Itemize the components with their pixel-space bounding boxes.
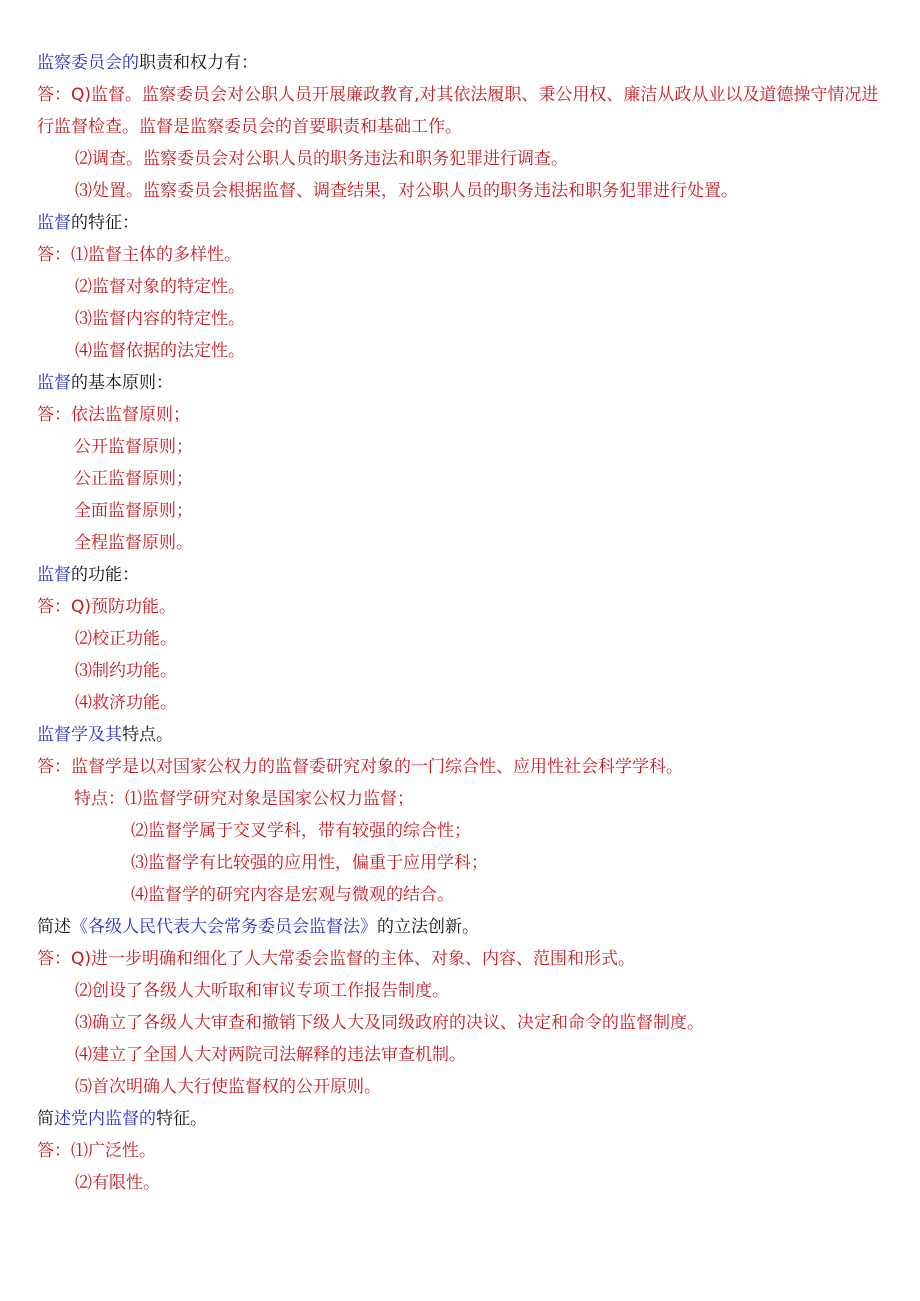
text-line <box>37 879 880 911</box>
text-segment: ⑷救济功能。 <box>75 693 177 713</box>
text-segment: 答：Q)监督。监察委员会对公职人员开展廉政教育,对其依法履职、秉公用权、廉洁从政从业以及道德操守情况进 <box>37 85 879 105</box>
text-segment: ⑶确立了各级人大审查和撤销下级人大及同级政府的决议、决定和命令的监督制度。 <box>75 1013 704 1033</box>
text-segment: 的基本原则： <box>71 373 173 393</box>
text-line <box>37 463 880 495</box>
text-segment: 简 <box>37 1109 54 1129</box>
text-segment: 全面监督原则； <box>74 501 193 521</box>
text-line <box>37 719 880 751</box>
text-segment: 答：监督学是以对国家公权力的监督委研究对象的一门综合性、应用性社会科学学科。 <box>37 757 683 777</box>
text-segment: 答：Q)预防功能。 <box>37 597 177 617</box>
text-segment: ⑵有限性。 <box>75 1173 160 1193</box>
text-line <box>37 143 880 175</box>
text-segment: 述党内监督的 <box>54 1109 156 1129</box>
text-line <box>37 943 880 975</box>
text-segment: 监察委员会的 <box>37 53 139 73</box>
text-segment: 简述 <box>37 917 71 937</box>
text-segment: ⑵调查。监察委员会对公职人员的职务违法和职务犯罪进行调查。 <box>75 149 568 169</box>
text-segment: ⑶监督内容的特定性。 <box>75 309 245 329</box>
text-segment: 的立法创新。 <box>377 917 479 937</box>
text-segment: 《各级人民代表大会常务委员会监督法》 <box>71 917 377 937</box>
text-segment: ⑵监督对象的特定性。 <box>75 277 245 297</box>
text-line <box>37 975 880 1007</box>
text-line <box>37 591 880 623</box>
text-line <box>37 303 880 335</box>
text-line <box>37 559 880 591</box>
text-line <box>37 623 880 655</box>
text-line <box>37 399 880 431</box>
text-line <box>37 751 880 783</box>
text-segment: 监督 <box>37 373 71 393</box>
text-segment: 监督 <box>37 565 71 585</box>
text-line <box>37 655 880 687</box>
text-line <box>37 687 880 719</box>
text-segment: ⑷监督学的研究内容是宏观与微观的结合。 <box>131 885 454 905</box>
text-segment: 答：Q)进一步明确和细化了人大常委会监督的主体、对象、内容、范围和形式。 <box>37 949 636 969</box>
text-line <box>37 111 880 143</box>
text-line <box>37 1167 880 1199</box>
text-segment: 监督学及其 <box>37 725 122 745</box>
text-segment: ⑵校正功能。 <box>75 629 177 649</box>
text-segment: 职责和权力有： <box>139 53 258 73</box>
text-segment: 特点。 <box>122 725 173 745</box>
text-line <box>37 335 880 367</box>
text-segment: ⑷建立了全国人大对两院司法解释的违法审查机制。 <box>75 1045 466 1065</box>
text-segment: ⑶监督学有比较强的应用性，偏重于应用学科； <box>131 853 488 873</box>
text-segment: 全程监督原则。 <box>74 533 193 553</box>
text-segment: 答：⑴监督主体的多样性。 <box>37 245 241 265</box>
text-line <box>37 239 880 271</box>
text-segment: 的特征： <box>71 213 139 233</box>
text-segment: 答：⑴广泛性。 <box>37 1141 156 1161</box>
text-line <box>37 783 880 815</box>
text-line <box>37 1039 880 1071</box>
text-segment: 公正监督原则； <box>74 469 193 489</box>
text-line <box>37 271 880 303</box>
text-segment: ⑵创设了各级人大听取和审议专项工作报告制度。 <box>75 981 449 1001</box>
text-line <box>37 207 880 239</box>
text-line <box>37 431 880 463</box>
text-segment: 监督 <box>37 213 71 233</box>
text-line <box>37 1007 880 1039</box>
text-segment: 特征。 <box>156 1109 207 1129</box>
text-line <box>37 815 880 847</box>
text-line <box>37 527 880 559</box>
text-segment: ⑸首次明确人大行使监督权的公开原则。 <box>75 1077 381 1097</box>
text-line <box>37 47 880 79</box>
text-line <box>37 1103 880 1135</box>
text-line <box>37 911 880 943</box>
text-line <box>37 1071 880 1103</box>
text-segment: ⑵监督学属于交叉学科，带有较强的综合性； <box>131 821 471 841</box>
text-segment: ⑶处置。监察委员会根据监督、调查结果，对公职人员的职务违法和职务犯罪进行处置。 <box>75 181 738 201</box>
text-line <box>37 1135 880 1167</box>
text-segment: 特点：⑴监督学研究对象是国家公权力监督； <box>74 789 414 809</box>
text-line <box>37 367 880 399</box>
text-line <box>37 175 880 207</box>
text-segment: ⑶制约功能。 <box>75 661 177 681</box>
text-segment: 行监督检查。监督是监察委员会的首要职责和基础工作。 <box>37 117 462 137</box>
text-segment: 公开监督原则； <box>74 437 193 457</box>
text-line <box>37 495 880 527</box>
text-line <box>37 847 880 879</box>
text-segment: 答：依法监督原则； <box>37 405 190 425</box>
text-segment: ⑷监督依据的法定性。 <box>75 341 245 361</box>
text-segment: 的功能： <box>71 565 139 585</box>
text-line <box>37 79 880 111</box>
